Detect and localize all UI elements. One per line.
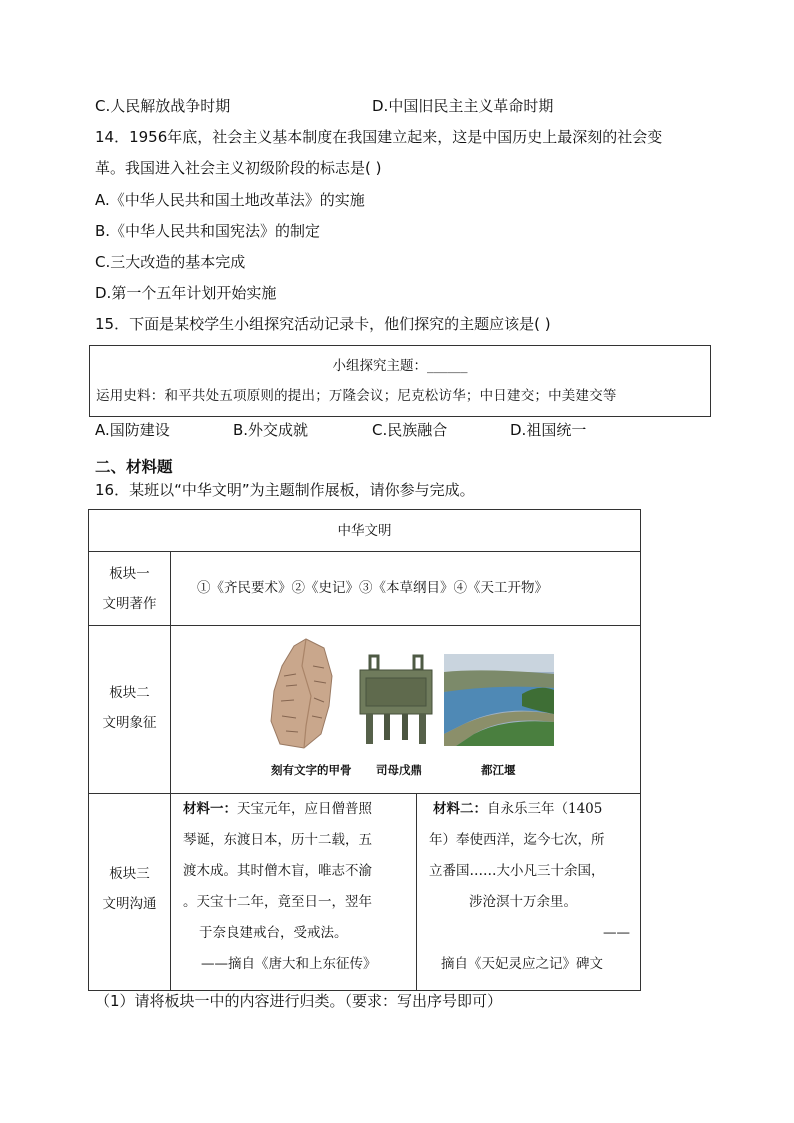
material1-line3: 渡木成。其时僧木盲，唯志不渝 <box>183 863 372 879</box>
section-title: 二、材料题 <box>95 458 173 476</box>
block2-label-cell <box>88 625 171 794</box>
q16-stem: 16．某班以“中华文明”为主题制作展板，请你参与完成。 <box>95 481 475 499</box>
q15-stem: 15．下面是某校学生小组探究活动记录卡，他们探究的主题应该是( ) <box>95 315 551 333</box>
material1-line1: 天宝元年，应日僧普照 <box>237 801 372 817</box>
activity-record-card <box>89 345 711 417</box>
block2-label-line2: 文明象征 <box>102 715 157 731</box>
card-title: 小组探究主题：______ <box>332 358 468 374</box>
block3-label-line1: 板块三 <box>109 866 150 882</box>
q15-option-b: B.外交成就 <box>233 421 309 439</box>
material2-line4: 涉沧溟十万余里。 <box>469 894 577 910</box>
block3-label-cell <box>88 793 171 991</box>
card-body: 运用史料：和平共处五项原则的提出；万隆会议；尼克松访华；中日建交；中美建交等 <box>96 388 617 404</box>
q14-option-c: C.三大改造的基本完成 <box>95 253 246 271</box>
material2-source: 摘自《天妃灵应之记》碑文 <box>441 956 603 972</box>
material2-dash: —— <box>603 925 630 941</box>
material2-cell <box>416 793 641 991</box>
caption-ding: 司母戊鼎 <box>376 763 422 777</box>
table-title-cell <box>88 509 641 552</box>
oracle-bone-image <box>266 636 336 751</box>
q14-option-a: A.《中华人民共和国土地改革法》的实施 <box>95 191 365 209</box>
q14-stem-line1: 14．1956年底，社会主义基本制度在我国建立起来，这是中国历史上最深刻的社会变 <box>95 128 663 146</box>
block2-content-cell <box>170 625 641 794</box>
material1-line5: 于奈良建戒台，受戒法。 <box>199 925 348 941</box>
block1-content-cell <box>170 551 641 626</box>
q16-subquestion-1: （1）请将板块一中的内容进行归类。（要求：写出序号即可） <box>95 992 503 1010</box>
material1-source: ——摘自《唐大和上东征传》 <box>201 956 377 972</box>
material1-head: 材料一： <box>183 801 237 817</box>
civilization-table <box>88 509 641 991</box>
q14-stem-line2: 革。我国进入社会主义初级阶段的标志是( ) <box>95 159 382 177</box>
material1-line2: 琴诞，东渡日本，历十二载，五 <box>183 832 372 848</box>
material2-head: 材料二： <box>433 801 487 817</box>
material1-cell <box>170 793 417 991</box>
block1-label-cell <box>88 551 171 626</box>
block2-label-line1: 板块二 <box>109 685 150 701</box>
q14-option-b: B.《中华人民共和国宪法》的制定 <box>95 222 321 240</box>
block3-label-line2: 文明沟通 <box>102 896 157 912</box>
caption-oracle-bone: 刻有文字的甲骨 <box>271 763 352 777</box>
block1-label-line1: 板块一 <box>109 566 150 582</box>
q13-option-d: D.中国旧民主主义革命时期 <box>372 97 554 115</box>
table-title: 中华文明 <box>337 523 392 539</box>
q15-option-d: D.祖国统一 <box>510 421 587 439</box>
material1-line4: 。天宝十二年，竟至日一，翌年 <box>183 894 372 910</box>
q14-option-d: D.第一个五年计划开始实施 <box>95 284 277 302</box>
block1-label-line2: 文明著作 <box>102 596 157 612</box>
material2-line1: 自永乐三年（1405 <box>487 801 603 817</box>
caption-dujiangyan: 都江堰 <box>481 763 516 777</box>
q13-option-c: C.人民解放战争时期 <box>95 97 231 115</box>
q15-option-a: A.国防建设 <box>95 421 170 439</box>
q15-option-c: C.民族融合 <box>372 421 448 439</box>
block1-content: ①《齐民要术》②《史记》③《本草纲目》④《天工开物》 <box>197 580 548 596</box>
dujiangyan-image <box>444 654 554 746</box>
simuwu-ding-image <box>356 654 436 746</box>
material2-line2: 年）奉使西洋，迄今七次，所 <box>429 832 605 848</box>
material2-line3: 立番国……大小凡三十余国， <box>429 863 605 879</box>
